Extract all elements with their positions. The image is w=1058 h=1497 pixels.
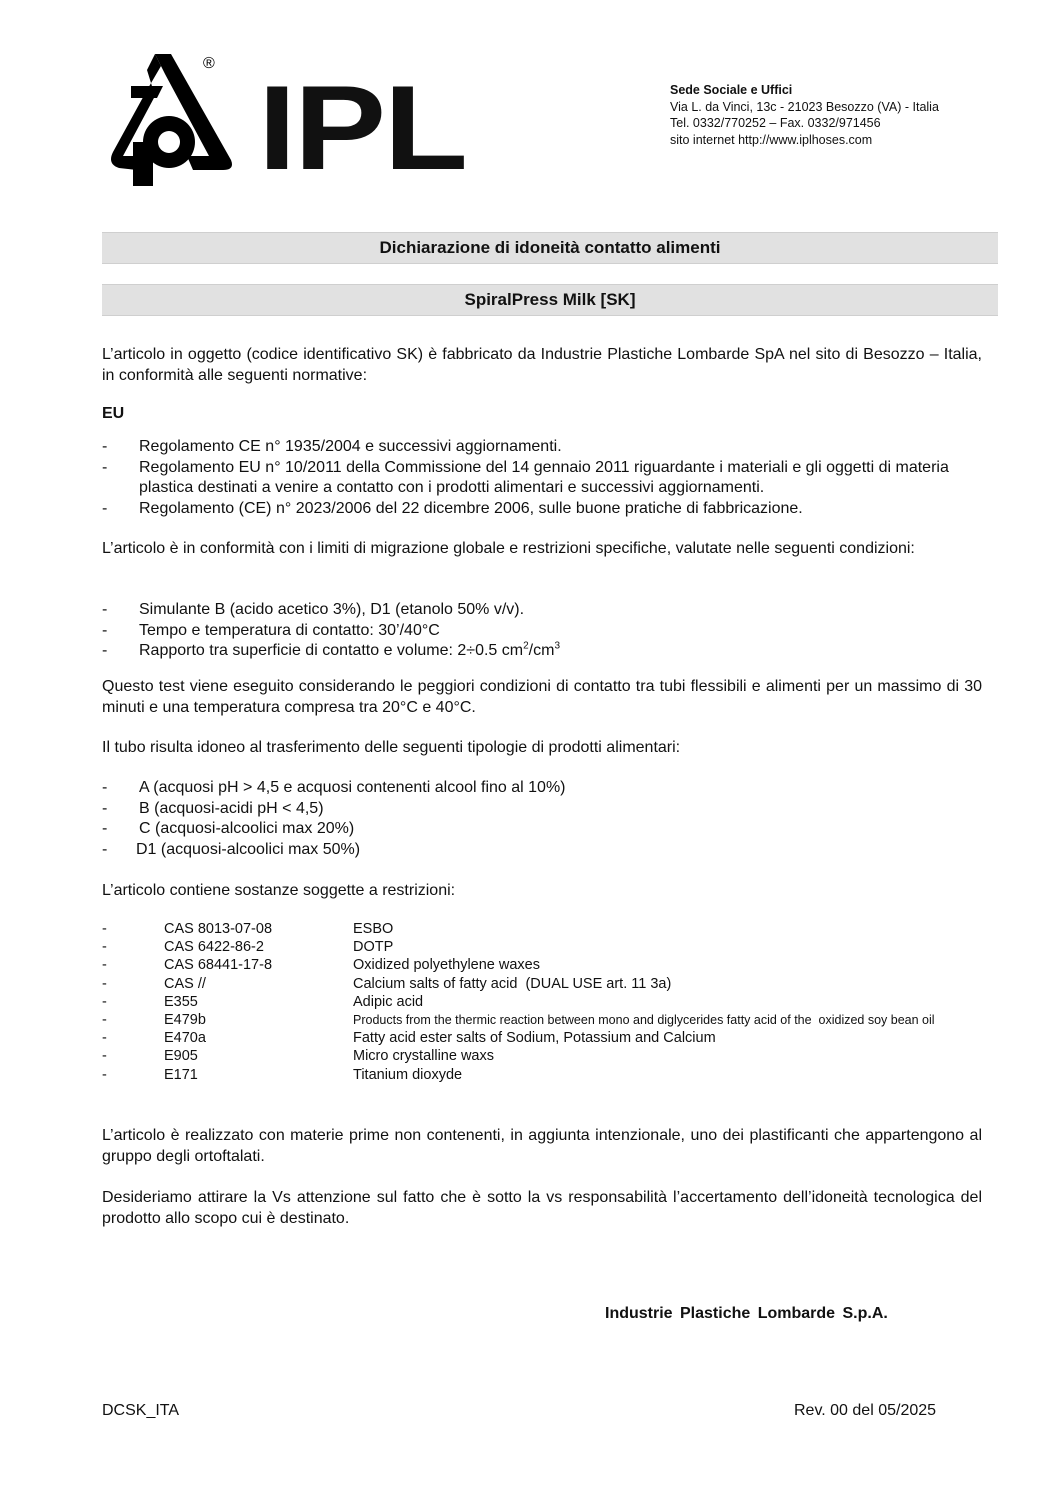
document-title-bar xyxy=(102,232,998,264)
address-website: sito internet http://www.iplhoses.com xyxy=(670,132,873,147)
substance-code: E355 xyxy=(164,993,198,1010)
list-item xyxy=(102,621,1002,642)
table-row xyxy=(102,920,1032,938)
table-row xyxy=(102,975,1032,993)
substance-code: E470a xyxy=(164,1030,206,1047)
bullet: - xyxy=(102,939,107,956)
bullet: - xyxy=(102,957,107,974)
table-row xyxy=(102,1047,1032,1065)
bullet: - xyxy=(102,820,108,837)
bullet: - xyxy=(102,621,108,639)
conditions-list xyxy=(102,600,1002,662)
substance-name: Fatty acid ester salts of Sodium, Potassium and Calcium xyxy=(353,1030,716,1047)
bullet: - xyxy=(102,1012,107,1029)
bullet: - xyxy=(102,642,108,659)
bullet: - xyxy=(102,779,108,796)
address-title: Sede Sociale e Uffici xyxy=(670,83,793,97)
list-item xyxy=(102,458,982,499)
bullet: - xyxy=(102,601,108,618)
responsibility-paragraph: Desideriamo attirare la Vs attenzione sul fatto che è sotto la vs responsabilità l’accertamento dell’idoneità tecnologica del prodotto allo scopo cui è destinato. xyxy=(102,1189,982,1227)
table-row xyxy=(102,993,1032,1011)
bullet: - xyxy=(102,499,108,517)
restricted-intro: L’articolo contiene sostanze soggette a restrizioni: xyxy=(102,882,456,899)
list-item xyxy=(102,499,982,520)
substance-code: E171 xyxy=(164,1066,198,1083)
substances-table xyxy=(102,920,1032,1084)
substance-name: Oxidized polyethylene waxes xyxy=(353,957,540,974)
list-item xyxy=(102,819,1002,840)
list-item xyxy=(102,641,1002,662)
revision-info: Rev. 00 del 05/2025 xyxy=(794,1402,937,1419)
bullet: - xyxy=(102,840,108,858)
company-signature: Industrie Plastiche Lombarde S.p.A. xyxy=(605,1305,888,1322)
table-row xyxy=(102,1011,1032,1029)
superscript: 3 xyxy=(554,640,560,652)
product-title-bar xyxy=(102,284,998,316)
table-row xyxy=(102,1066,1032,1084)
substance-code: CAS // xyxy=(164,975,206,992)
substance-name: Micro crystalline waxs xyxy=(353,1048,494,1065)
document-title: Dichiarazione di idoneità contatto alimenti xyxy=(379,238,721,257)
condition-text: Simulante B (acido acetico 3%), D1 (etanolo 50% v/v). xyxy=(139,601,525,618)
conformity-paragraph: L’articolo è in conformità con i limiti di migrazione globale e restrizioni specifiche, valutate nelle seguenti condizioni: xyxy=(102,540,915,557)
phthalates-paragraph: L’articolo è realizzato con materie prime non contenenti, in aggiunta intenzionale, uno dei plastificanti che appartengono al gruppo degli ortoftalati. xyxy=(102,1127,982,1165)
bullet: - xyxy=(102,1066,107,1083)
substance-code: E905 xyxy=(164,1048,198,1065)
bullet: - xyxy=(102,438,108,455)
substance-code: E479b xyxy=(164,1012,206,1029)
address-phone-fax: Tel. 0332/770252 – Fax. 0332/971456 xyxy=(670,116,881,130)
list-item xyxy=(102,600,1002,621)
substance-name: Products from the thermic reaction between mono and diglycerides fatty acid of the oxidized soy bean oil xyxy=(353,1013,935,1028)
table-row xyxy=(102,938,1032,956)
substance-name: ESBO xyxy=(353,921,394,937)
substance-name: Titanium dioxyde xyxy=(353,1066,463,1083)
bullet: - xyxy=(102,921,107,937)
regulation-text: Regolamento CE n° 1935/2004 e successivi aggiornamenti. xyxy=(139,438,562,455)
food-type-text: A (acquosi pH > 4,5 e acquosi contenenti alcool fino al 10%) xyxy=(139,779,566,796)
test-note-paragraph: Questo test viene eseguito considerando le peggiori condizioni di contatto tra tubi flessibili e alimenti per un massimo di 30 minuti e una temperatura compresa tra 20°C e 40°C. xyxy=(102,678,982,716)
list-item xyxy=(102,799,1002,820)
bullet: - xyxy=(102,975,107,992)
food-type-text: D1 (acquosi-alcoolici max 50%) xyxy=(136,840,361,858)
list-item xyxy=(102,778,1002,799)
table-row xyxy=(102,956,1032,974)
regulation-text: Regolamento EU n° 10/2011 della Commissione del 14 gennaio 2011 riguardante i materiali e gli oggetti di materia plastica destinati a venire a contatto con i prodotti alimentari e successivi aggiornamenti. xyxy=(139,458,949,496)
bullet: - xyxy=(102,458,108,476)
registered-mark: ® xyxy=(203,55,215,72)
company-address xyxy=(670,82,939,148)
product-name: SpiralPress Milk [SK] xyxy=(464,290,636,309)
substance-code: CAS 6422-86-2 xyxy=(164,939,264,956)
regulations-list xyxy=(102,437,982,519)
bullet: - xyxy=(102,993,107,1010)
intro-paragraph: L’articolo in oggetto (codice identificativo SK) è fabbricato da Industrie Plastiche Lombarde SpA nel sito di Besozzo – Italia, in conformità alle seguenti normative: xyxy=(102,346,982,384)
food-type-text: C (acquosi-alcoolici max 20%) xyxy=(139,820,355,837)
food-type-text: B (acquosi-acidi pH < 4,5) xyxy=(139,799,324,817)
substance-name: Calcium salts of fatty acid (DUAL USE art. 11 3a) xyxy=(353,975,672,992)
unit: /cm xyxy=(528,642,555,659)
list-item xyxy=(102,437,982,458)
address-street: Via L. da Vinci, 13c - 21023 Besozzo (VA) - Italia xyxy=(670,99,939,114)
food-types-list xyxy=(102,778,1002,860)
ipl-logo xyxy=(103,52,466,195)
list-item xyxy=(102,840,1002,861)
bullet: - xyxy=(102,799,108,817)
suitability-paragraph: Il tubo risulta idoneo al trasferimento delle seguenti tipologie di prodotti alimentari: xyxy=(102,739,681,756)
regulation-text: Regolamento (CE) n° 2023/2006 del 22 dicembre 2006, sulle buone pratiche di fabbricazione. xyxy=(139,499,803,517)
condition-text xyxy=(139,641,560,662)
substance-name: Adipic acid xyxy=(353,993,424,1010)
bullet: - xyxy=(102,1048,107,1065)
substance-code: CAS 68441-17-8 xyxy=(164,957,273,974)
table-row xyxy=(102,1029,1032,1047)
logo-wordmark: IPL xyxy=(258,61,466,195)
eu-heading: EU xyxy=(102,405,125,422)
superscript: 2 xyxy=(523,640,529,652)
condition-text: Tempo e temperatura di contatto: 30’/40°C xyxy=(139,621,440,639)
condition-main: Rapporto tra superficie di contatto e volume: 2÷0.5 cm xyxy=(139,642,524,659)
bullet: - xyxy=(102,1030,107,1047)
substance-code: CAS 8013-07-08 xyxy=(164,921,273,937)
document-code: DCSK_ITA xyxy=(102,1402,180,1419)
substance-name: DOTP xyxy=(353,939,394,956)
